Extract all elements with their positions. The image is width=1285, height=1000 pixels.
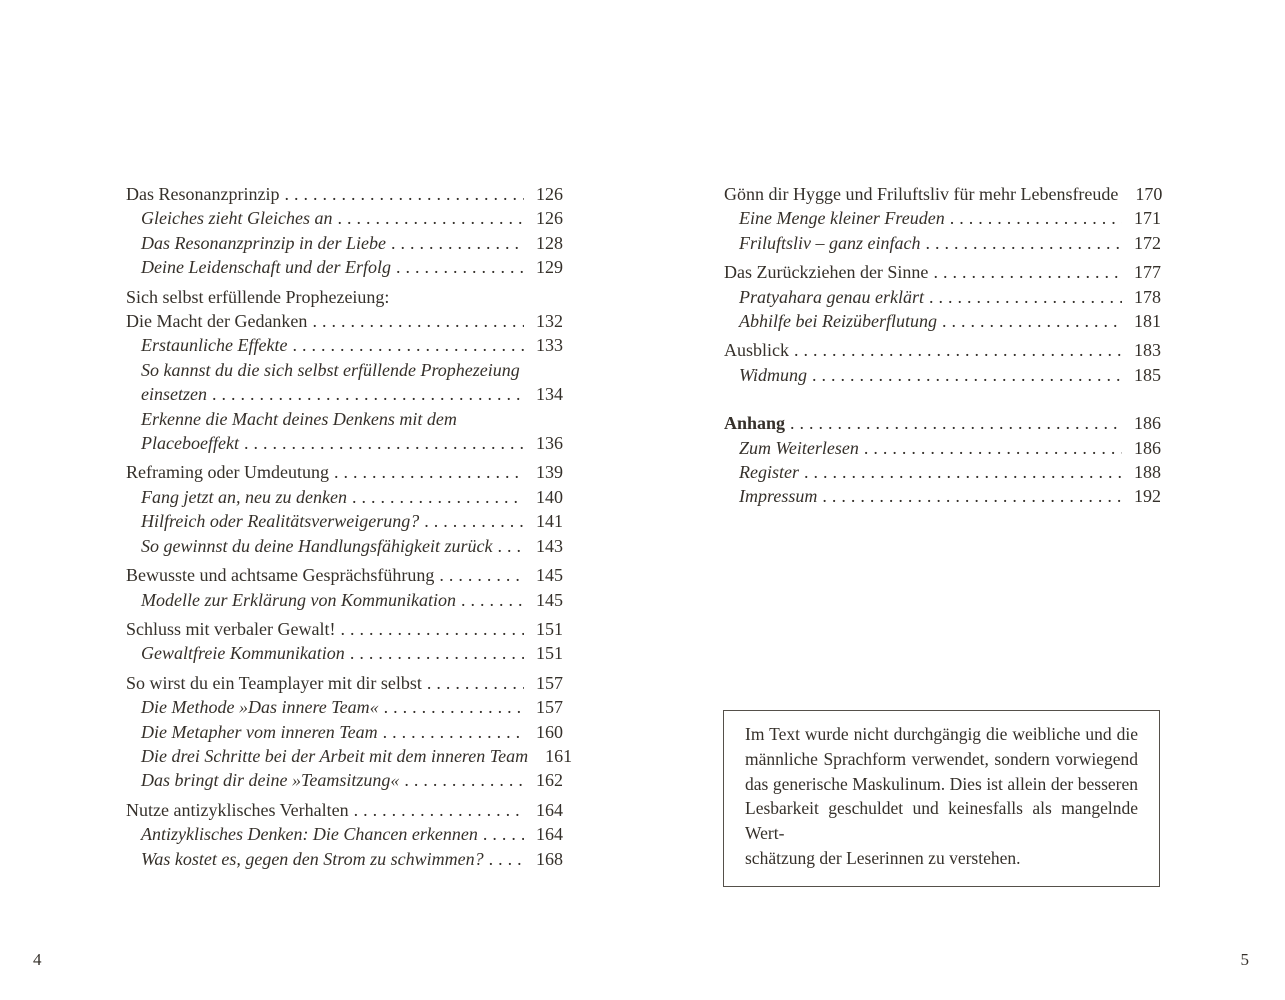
toc-entry-row: [126, 798, 563, 822]
toc-entry-label: Die Metapher vom inneren Team: [141, 721, 378, 742]
toc-entry: [724, 363, 1161, 387]
toc-entry-page: 185: [1134, 364, 1161, 385]
toc-entry-row: [141, 382, 563, 406]
toc-entry-page: 145: [536, 565, 563, 586]
toc-entry-page: 172: [1134, 232, 1161, 253]
toc-entry: [126, 617, 563, 641]
toc-entry-page: 133: [536, 335, 563, 356]
toc-entry-page: 140: [536, 486, 563, 507]
toc-entry-row: [141, 206, 563, 230]
toc-entry: [126, 768, 563, 792]
toc-entry-row: [739, 363, 1161, 387]
toc-entry-row: [141, 431, 563, 455]
toc-entry-row: [724, 411, 1161, 435]
toc-entry-label: Das Zurückziehen der Sinne: [724, 262, 929, 283]
toc-entry: [724, 231, 1161, 255]
toc-entry: [126, 588, 563, 612]
toc-entry-row: [141, 847, 563, 871]
toc-entry: [126, 206, 563, 230]
toc-entry-label: Bewusste und achtsame Gesprächsführung: [126, 565, 435, 586]
toc-entry-label: Das Resonanzprinzip: [126, 184, 280, 204]
toc-entry-label: Das Resonanzprinzip in der Liebe: [141, 232, 386, 253]
dotted-leader: [864, 436, 1122, 460]
dotted-leader: [424, 509, 524, 533]
toc-entry-label: Die Macht der Gedanken: [126, 311, 308, 332]
toc-entry-page: 145: [536, 589, 563, 610]
toc-entry-row: [141, 768, 563, 792]
dotted-leader: [284, 182, 524, 206]
toc-entry-label: Modelle zur Erklärung von Kommunikation: [141, 589, 456, 610]
toc-entry: [724, 206, 1161, 230]
toc-entry: [126, 333, 563, 357]
toc-entry-label: Sich selbst erfüllende Prophezeiung:: [126, 286, 390, 307]
toc-entry-row: [126, 617, 563, 641]
toc-entry-label: Gönn dir Hygge und Friluftsliv für mehr Lebensfreude: [724, 184, 1119, 204]
toc-entry-page: 143: [536, 535, 563, 556]
toc-entry-row: [739, 309, 1161, 333]
toc-entry-label: Friluftsliv – ganz einfach: [739, 232, 921, 253]
toc-entry-label: Deine Leidenschaft und der Erfolg: [141, 257, 391, 278]
dotted-leader: [794, 338, 1122, 362]
toc-entry-row: [126, 460, 563, 484]
toc-entry-row: [141, 485, 563, 509]
dotted-leader: [350, 641, 524, 665]
note-line: Im Text wurde nicht durchgängig die weibliche und die: [745, 724, 1138, 744]
toc-entry-label: Hilfreich oder Realitätsverweigerung?: [141, 511, 420, 532]
dotted-leader: [439, 563, 524, 587]
toc-entry-label: So wirst du ein Teamplayer mit dir selbst: [126, 672, 422, 693]
dotted-leader: [244, 431, 524, 455]
toc-column-left: [126, 182, 573, 871]
toc-entry-page: 128: [536, 232, 563, 253]
toc-entry-label: Anhang: [724, 413, 786, 434]
toc-entry: [724, 411, 1161, 435]
toc-entry-page: 129: [536, 257, 563, 278]
toc-entry-label: Pratyahara genau erklärt: [739, 286, 924, 307]
toc-entry-row: [126, 182, 563, 206]
toc-entry-label: Impressum: [739, 486, 818, 507]
toc-entry: [126, 534, 563, 558]
dotted-leader: [483, 822, 524, 846]
toc-entry-row: [141, 641, 563, 665]
dotted-leader: [396, 255, 524, 279]
toc-entry-label: Die Methode »Das innere Team«: [141, 697, 379, 718]
toc-entry-row: [141, 695, 563, 719]
toc-entry-row: [141, 231, 563, 255]
toc-entry-row: [126, 671, 563, 695]
toc-entry: [126, 182, 563, 206]
dotted-leader: [337, 206, 524, 230]
toc-entry: [126, 231, 563, 255]
toc-entry: [126, 485, 563, 509]
toc-entry-page: 186: [1134, 413, 1161, 434]
dotted-leader: [804, 460, 1122, 484]
dotted-leader: [822, 484, 1122, 508]
toc-entry-label: Das bringt dir deine »Teamsitzung«: [141, 770, 400, 791]
toc-entry-page: 157: [536, 697, 563, 718]
toc-entry: [126, 460, 563, 484]
dotted-leader: [942, 309, 1122, 333]
toc-entry-row: [724, 338, 1161, 362]
dotted-leader: [933, 260, 1122, 284]
toc-entry-row: [141, 509, 563, 533]
note-line: Lesbarkeit geschuldet und keinesfalls als mangelnde Wert-: [745, 798, 1138, 844]
toc-entry: [126, 798, 563, 822]
toc-entry-page: 177: [1134, 262, 1161, 283]
toc-entry-row: [141, 333, 563, 357]
folio-left: 4: [33, 950, 42, 969]
toc-entry-label: So kannst du die sich selbst erfüllende Prophezeiung: [141, 359, 520, 380]
toc-entry: [126, 695, 563, 719]
toc-entry-page: 183: [1134, 340, 1161, 361]
toc-entry-label: Eine Menge kleiner Freuden: [739, 208, 945, 229]
toc-entry-page: 139: [536, 462, 563, 483]
toc-entry-row: [141, 588, 563, 612]
toc-entry-label: Erkenne die Macht deines Denkens mit dem: [141, 408, 457, 429]
toc-entry-label: Erstaunliche Effekte: [141, 335, 288, 356]
toc-entry-row: [724, 182, 1161, 206]
toc-entry: [126, 285, 563, 334]
dotted-leader: [391, 231, 524, 255]
toc-entry: [126, 720, 563, 744]
toc-entry: [724, 484, 1161, 508]
toc-entry-page: 136: [536, 433, 563, 454]
toc-entry-label: Register: [739, 462, 799, 483]
toc-entry: [126, 255, 563, 279]
toc-entry: [724, 285, 1161, 309]
dotted-leader: [461, 588, 524, 612]
dotted-leader: [812, 363, 1122, 387]
toc-entry-page: 181: [1134, 311, 1161, 332]
dotted-leader: [497, 534, 524, 558]
toc-entry-label: Widmung: [739, 364, 808, 385]
toc-entry-page: 188: [1134, 462, 1161, 483]
toc-entry-label: Abhilfe bei Reizüberflutung: [739, 311, 937, 332]
dotted-leader: [404, 768, 524, 792]
dotted-leader: [929, 285, 1122, 309]
toc-column-right: [724, 182, 1161, 509]
toc-entry-page: 151: [536, 618, 563, 639]
toc-entry-row: [739, 436, 1161, 460]
toc-entry-row: [126, 309, 563, 333]
gender-note-box: [723, 710, 1160, 887]
note-line: das generische Maskulinum. Dies ist allein der besseren: [745, 773, 1138, 794]
toc-entry-label: Die drei Schritte bei der Arbeit mit dem inneren Team: [141, 745, 529, 766]
folio-right: 5: [1240, 950, 1249, 969]
toc-entry-page: 126: [536, 184, 563, 204]
toc-entry: [126, 847, 563, 871]
dotted-leader: [427, 671, 524, 695]
toc-entry-row: [739, 460, 1161, 484]
toc-entry-label: Gewaltfreie Kommunikation: [141, 643, 345, 664]
dotted-leader: [383, 720, 524, 744]
toc-entry-label: Reframing oder Umdeutung: [126, 462, 329, 483]
toc-entry-page: 162: [536, 770, 563, 791]
toc-entry-label: Was kostet es, gegen den Strom zu schwimmen?: [141, 848, 484, 869]
toc-entry-row: [739, 484, 1161, 508]
dotted-leader: [334, 460, 524, 484]
dotted-leader: [292, 333, 524, 357]
toc-entry: [724, 182, 1161, 206]
toc-entry-page: 157: [536, 672, 563, 693]
toc-entry-row: [739, 231, 1161, 255]
toc-entry-page: 160: [536, 721, 563, 742]
toc-entry-label: Ausblick: [724, 340, 789, 361]
toc-entry-page: 186: [1134, 437, 1161, 458]
toc-entry-page: 141: [536, 511, 563, 532]
toc-entry-label: Schluss mit verbaler Gewalt!: [126, 618, 336, 639]
toc-entry-page: 151: [536, 643, 563, 664]
dotted-leader: [950, 206, 1122, 230]
toc-entry: [724, 436, 1161, 460]
toc-entry-page: 164: [536, 799, 563, 820]
dotted-leader: [489, 847, 524, 871]
toc-entry-page: 132: [536, 311, 563, 332]
note-line: männliche Sprachform verwendet, sondern vorwiegend: [745, 748, 1138, 769]
toc-entry-page: 126: [536, 208, 563, 229]
dotted-leader: [312, 309, 524, 333]
toc-entry-label: Antizyklisches Denken: Die Chancen erkennen: [141, 824, 478, 845]
toc-entry-row: [141, 822, 563, 846]
toc-entry: [126, 407, 563, 456]
toc-entry: [126, 744, 573, 768]
toc-entry-row: [141, 534, 563, 558]
toc-entry-row: [739, 285, 1161, 309]
toc-entry-row: [126, 563, 563, 587]
toc-entry: [126, 358, 563, 407]
toc-entry: [724, 338, 1161, 362]
toc-entry-label: Placeboeffekt: [141, 433, 239, 454]
toc-entry-row: [141, 720, 563, 744]
toc-entry-row: [724, 260, 1161, 284]
toc-entry: [126, 822, 563, 846]
toc-entry-label: Zum Weiterlesen: [739, 437, 859, 458]
toc-entry-page: 168: [536, 848, 563, 869]
toc-entry: [724, 460, 1161, 484]
toc-entry: [126, 671, 563, 695]
toc-entry: [724, 260, 1161, 284]
toc-entry-page: 134: [536, 384, 563, 405]
toc-entry-row: [141, 744, 573, 768]
dotted-leader: [384, 695, 524, 719]
toc-entry-page: 192: [1134, 486, 1161, 507]
dotted-leader: [790, 411, 1122, 435]
note-line: schätzung der Leserinnen zu verstehen.: [745, 847, 1021, 868]
toc-entry: [724, 309, 1161, 333]
toc-entry-label: So gewinnst du deine Handlungsfähigkeit zurück: [141, 535, 493, 556]
dotted-leader: [354, 798, 524, 822]
toc-entry-page: 170: [1135, 184, 1163, 204]
toc-entry-label: einsetzen: [141, 384, 207, 405]
toc-entry-page: 164: [536, 824, 563, 845]
toc-entry-page: 161: [545, 745, 573, 766]
dotted-leader: [926, 231, 1123, 255]
toc-entry-label: Fang jetzt an, neu zu denken: [141, 486, 347, 507]
toc-entry-page: 178: [1134, 286, 1161, 307]
toc-entry: [126, 509, 563, 533]
toc-entry-label: Gleiches zieht Gleiches an: [141, 208, 333, 229]
toc-entry-row: [739, 206, 1161, 230]
toc-entry-row: [141, 255, 563, 279]
dotted-leader: [352, 485, 524, 509]
toc-entry: [126, 641, 563, 665]
toc-entry-page: 171: [1134, 208, 1161, 229]
toc-entry: [126, 563, 563, 587]
toc-entry-label: Nutze antizyklisches Verhalten: [126, 799, 349, 820]
dotted-leader: [340, 617, 524, 641]
dotted-leader: [212, 382, 524, 406]
